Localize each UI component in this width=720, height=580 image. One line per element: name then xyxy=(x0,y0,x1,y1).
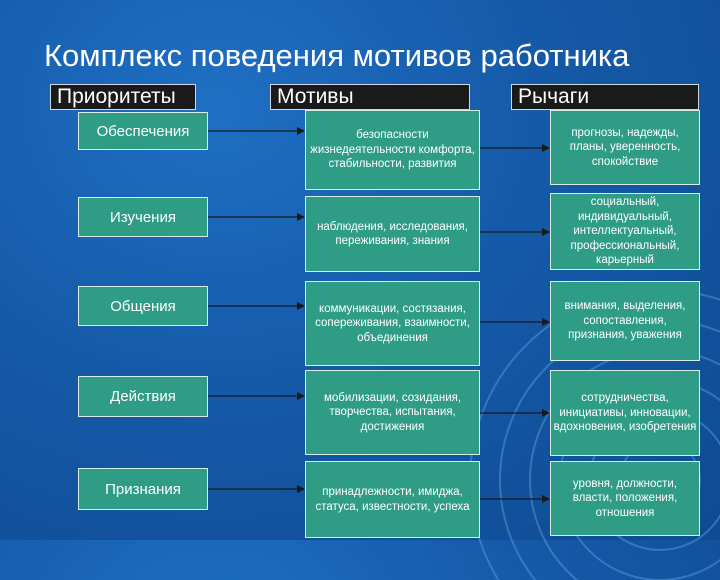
motives-header: Мотивы xyxy=(270,84,470,110)
priority-box xyxy=(78,468,208,510)
motive-label: принадлежности, имиджа, статуса, известности, успеха xyxy=(315,486,470,513)
priority-label: Общения xyxy=(110,297,176,315)
lever-box xyxy=(550,370,700,456)
lever-label: прогнозы, надежды, планы, уверенность, спокойствие xyxy=(569,126,681,168)
motive-label: коммуникации, состязания, сопереживания, взаимности, объединения xyxy=(315,302,470,344)
priority-box xyxy=(78,197,208,237)
motive-box xyxy=(305,110,480,190)
lever-label: уровня, должности, власти, положения, отношения xyxy=(572,477,678,519)
priority-box xyxy=(78,286,208,326)
priority-label: Признания xyxy=(105,480,181,498)
page-title: Комплекс поведения мотивов работника xyxy=(44,38,630,73)
priority-label: Обеспечения xyxy=(96,122,190,140)
lever-label: социальный, индивидуальный, интеллектуальный, профессиональный, карьерный xyxy=(570,196,680,267)
priorities-header: Приоритеты xyxy=(50,84,196,110)
lever-box xyxy=(550,461,700,536)
motive-label: мобилизации, созидания, творчества, испытания, достижения xyxy=(323,391,462,433)
motive-box xyxy=(305,196,480,272)
motive-box xyxy=(305,281,480,366)
motive-label: безопасности жизнедеятельности комфорта, стабильности, развития xyxy=(310,129,475,171)
motive-box xyxy=(305,461,480,538)
lever-box xyxy=(550,281,700,361)
lever-box xyxy=(550,193,700,270)
priority-box xyxy=(78,112,208,150)
lever-label: внимания, выделения, сопоставления, признания, уважения xyxy=(564,300,686,342)
levers-header: Рычаги xyxy=(511,84,699,110)
priority-box xyxy=(78,376,208,417)
lever-label: сотрудничества, инициативы, инновации, вдохновения, изобретения xyxy=(553,392,697,434)
lever-box xyxy=(550,110,700,185)
priority-label: Изучения xyxy=(110,208,176,226)
priority-label: Действия xyxy=(110,388,176,405)
motive-label: наблюдения, исследования, переживания, знания xyxy=(317,220,468,247)
motive-box xyxy=(305,370,480,455)
